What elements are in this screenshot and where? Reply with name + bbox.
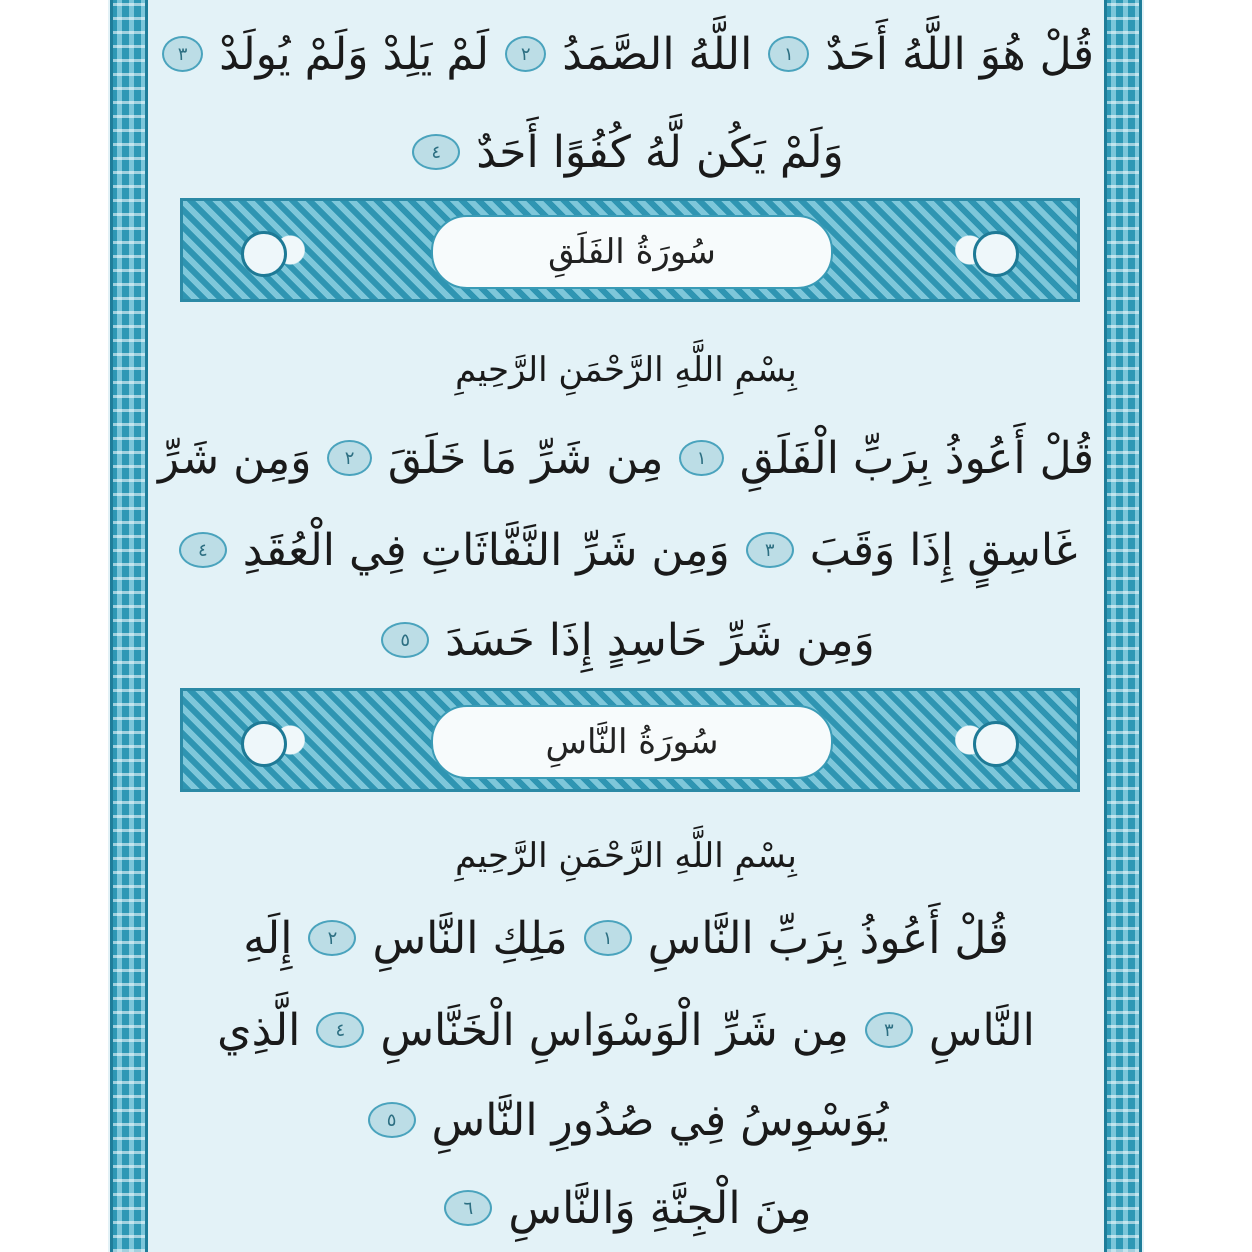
ayah-number-marker: ٤ <box>179 532 227 568</box>
verse-text: قُلْ هُوَ اللَّهُ أَحَدٌ <box>825 28 1094 80</box>
verse-text: مِن شَرِّ مَا خَلَقَ <box>387 432 664 484</box>
falaq-line-2 <box>152 510 1100 590</box>
right-ornamental-border <box>1104 0 1142 1252</box>
verse-text: مَلِكِ النَّاسِ <box>372 912 568 964</box>
verse-text: وَلَمْ يَكُن لَّهُ كُفُوًا أَحَدٌ <box>476 126 844 178</box>
left-ornamental-border <box>110 0 148 1252</box>
ayah-number-marker: ٣ <box>865 1012 913 1048</box>
rosette-ornament-icon <box>973 721 1019 767</box>
verse-text: مِن شَرِّ الْوَسْوَاسِ الْخَنَّاسِ <box>380 1004 849 1056</box>
verse-text: غَاسِقٍ إِذَا وَقَبَ <box>809 524 1078 576</box>
nas-line-1 <box>152 898 1100 978</box>
ayah-number-marker: ٣ <box>746 532 794 568</box>
nas-line-4 <box>152 1168 1100 1248</box>
verse-text: مِنَ الْجِنَّةِ وَالنَّاسِ <box>508 1182 812 1234</box>
nas-line-3 <box>152 1080 1100 1160</box>
surah-header-falaq <box>180 198 1080 302</box>
ikhlas-line-1 <box>152 14 1100 94</box>
verse-text: وَمِن شَرِّ <box>158 432 312 484</box>
verse-text: يُوَسْوِسُ فِي صُدُورِ النَّاسِ <box>431 1094 889 1146</box>
falaq-line-1 <box>152 418 1100 498</box>
verse-text: وَمِن شَرِّ حَاسِدٍ إِذَا حَسَدَ <box>445 614 875 666</box>
ayah-number-marker: ١ <box>679 440 723 476</box>
verse-text: وَمِن شَرِّ النَّفَّاثَاتِ فِي الْعُقَدِ <box>242 524 730 576</box>
ayah-number-marker: ٣ <box>162 36 203 72</box>
verse-text: قُلْ أَعُوذُ بِرَبِّ الْفَلَقِ <box>739 432 1094 484</box>
surah-title-nas: سُورَةُ النَّاسِ <box>431 705 833 779</box>
ayah-number-marker: ٢ <box>308 920 356 956</box>
ayah-number-marker: ٤ <box>412 134 460 170</box>
surah-header-nas <box>180 688 1080 792</box>
nas-line-2 <box>152 990 1100 1070</box>
falaq-line-3 <box>152 600 1100 680</box>
ikhlas-line-2 <box>152 112 1100 192</box>
rosette-ornament-icon <box>973 231 1019 277</box>
ayah-number-marker: ٢ <box>505 36 546 72</box>
ayah-number-marker: ١ <box>584 920 632 956</box>
left-margin <box>0 0 108 1252</box>
verse-text: اللَّهُ الصَّمَدُ <box>562 28 753 80</box>
verse-text: النَّاسِ <box>928 1004 1035 1056</box>
surah-title-falaq: سُورَةُ الفَلَقِ <box>431 215 833 289</box>
rosette-ornament-icon <box>241 721 287 767</box>
ayah-number-marker: ٦ <box>444 1190 492 1226</box>
basmala-nas: بِسْمِ اللَّهِ الرَّحْمَنِ الرَّحِيمِ <box>455 836 797 876</box>
verse-text: إِلَهِ <box>243 912 293 964</box>
ayah-number-marker: ٤ <box>316 1012 364 1048</box>
rosette-ornament-icon <box>241 231 287 277</box>
ayah-number-marker: ٥ <box>381 622 429 658</box>
ayah-number-marker: ٢ <box>327 440 371 476</box>
verse-text: الَّذِي <box>217 1004 301 1056</box>
ayah-number-marker: ٥ <box>368 1102 416 1138</box>
right-margin <box>1144 0 1252 1252</box>
verse-text: لَمْ يَلِدْ وَلَمْ يُولَدْ <box>219 28 490 80</box>
verse-text: قُلْ أَعُوذُ بِرَبِّ النَّاسِ <box>647 912 1009 964</box>
ayah-number-marker: ١ <box>768 36 809 72</box>
basmala-falaq: بِسْمِ اللَّهِ الرَّحْمَنِ الرَّحِيمِ <box>455 350 797 390</box>
